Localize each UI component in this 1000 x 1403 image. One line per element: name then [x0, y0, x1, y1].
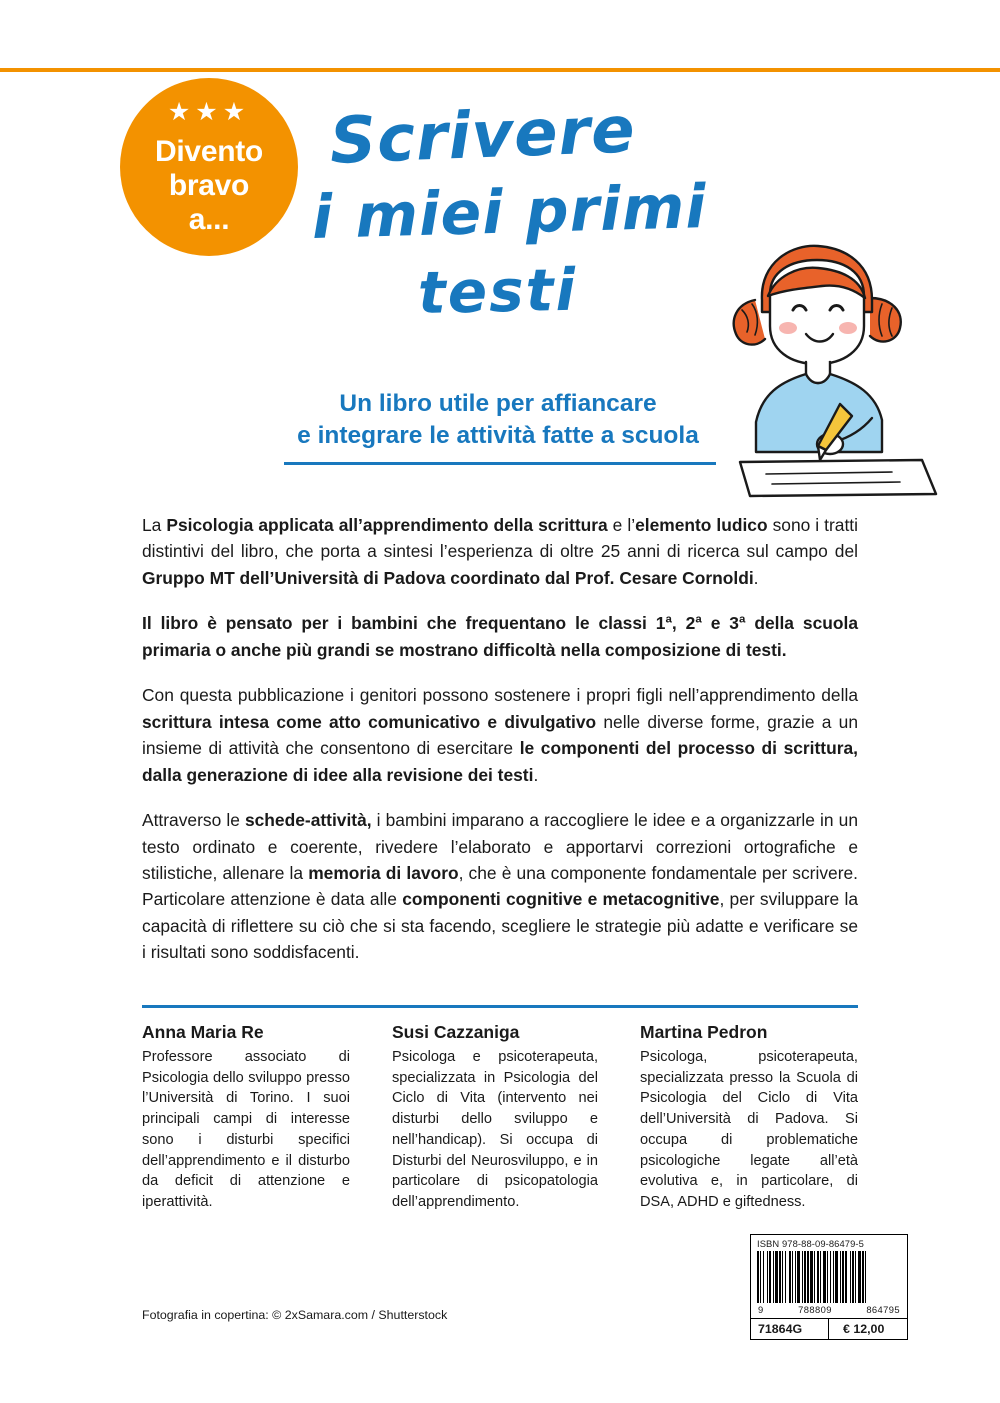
subtitle-rule [284, 462, 716, 465]
book-title [311, 93, 770, 327]
author-card [640, 1022, 858, 1213]
title-line-2: i miei primi [311, 171, 708, 253]
paragraph-1: La Psicologia applicata all’apprendimento della scrittura e l’elemento ludico sono i tratti distintivi del libro, che porta a sintesi l’esperienza di oltre 25 anni di ricerca sul campo del Gruppo MT dell’Università di Padova coordinato dal Prof. Cesare Cornoldi. [142, 515, 858, 588]
paragraph-3: Con questa pubblicazione i genitori possono sostenere i propri figli nell’apprendimento della scrittura intesa come atto comunicativo e divulgativo nelle diverse forme, grazie a un insieme di attività che consentono di esercitare le componenti del processo di scrittura, dalla generazione di idee alla revisione dei testi. [142, 685, 858, 785]
author-name: Martina Pedron [640, 1022, 768, 1042]
photo-credit: Fotografia in copertina: © 2xSamara.com / Shutterstock [142, 1308, 448, 1322]
badge-line-1: Divento [155, 135, 263, 168]
author-bio: Psicologa, psicoterapeuta, specializzata presso la Scuola di Psicologia del Ciclo di Vita dell’Università di Padova. Si occupa di problematiche psicologiche legate all’età evolutiva e, in particolare, di DSA, ADHD e giftedness. [640, 1049, 858, 1211]
barcode-block [750, 1234, 908, 1340]
isbn-label: ISBN 978-88-09-86479-5 [757, 1238, 864, 1249]
author-bio: Professore associato di Psicologia dello sviluppo presso l’Università di Torino. I suoi principali campi di interesse sono i disturbi specifici dell’apprendimento e il disturbo da deficit di attenzione e iperattività. [142, 1049, 350, 1211]
stars-icon: ★★★ [167, 98, 251, 126]
author-name: Anna Maria Re [142, 1022, 264, 1042]
author-name: Susi Cazzaniga [392, 1022, 520, 1042]
subtitle-line-1: Un libro utile per affiancare [339, 390, 657, 417]
top-accent-rule [0, 68, 1000, 72]
barcode-bars [757, 1251, 901, 1303]
series-badge [120, 78, 298, 256]
badge-line-3: a... [188, 202, 230, 236]
paragraph-4: Attraverso le schede-attività, i bambini imparano a raccogliere le idee e a organizzarle in un testo ordinato e coerente, rivedere l’elaborato e apportarvi correzioni ortografiche e stilistiche, allenare la memoria di lavoro, che è una componente fondamentale per scrivere. Particolare attenzione è data alle componenti cognitive e metacognitive, per sviluppare la capacità di riflettere su ciò che si sta facendo, scegliere le strategie più adatte e verificare se i risultati sono soddisfacenti. [142, 810, 858, 963]
badge-text [155, 135, 263, 237]
description-text [142, 512, 858, 966]
author-card [142, 1022, 392, 1213]
title-line-1: Scrivere [328, 93, 637, 179]
badge-line-2: bravo [168, 168, 250, 202]
ean-left-digit: 9 [758, 1304, 764, 1315]
author-bio: Psicologa e psicoterapeuta, specializzata in Psicologia del Ciclo di Vita (intervento nei disturbi dello sviluppo e nell’handicap). Si occupa di Disturbi del Neurosviluppo, e in particolare di psicopatologia dell’apprendimento. [392, 1049, 598, 1211]
title-line-3: testi [417, 255, 578, 327]
product-code: 71864G [751, 1319, 829, 1339]
price-row [751, 1318, 907, 1339]
price-value: € 12,00 [843, 1322, 885, 1336]
ean-group-1: 788809 [798, 1304, 832, 1315]
author-card [392, 1022, 640, 1213]
authors-section [142, 1022, 858, 1213]
child-writing-illustration [722, 238, 952, 508]
paragraph-2: Il libro è pensato per i bambini che frequentano le classi 1ª, 2ª e 3ª della scuola primaria o anche più grandi se mostrano difficoltà nella composizione di testi. [142, 613, 858, 660]
authors-divider [142, 1005, 858, 1008]
book-subtitle [272, 388, 724, 452]
ean-group-2: 864795 [866, 1304, 900, 1315]
subtitle-line-2: e integrare le attività fatte a scuola [297, 421, 699, 449]
ean-digits [751, 1303, 907, 1318]
